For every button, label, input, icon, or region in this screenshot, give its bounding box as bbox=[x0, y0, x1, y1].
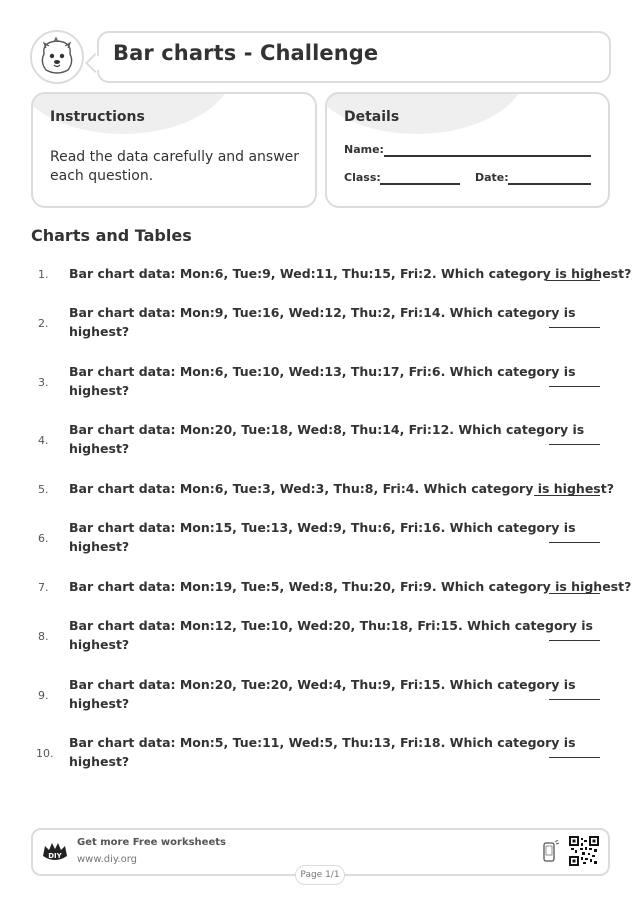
question-text-line1: Bar chart data: Mon:12, Tue:10, Wed:20, Thu:18, Fri:15. Which category is bbox=[69, 618, 593, 633]
instructions-text-line1: Read the data carefully and answer bbox=[50, 149, 300, 165]
date-field[interactable] bbox=[508, 183, 591, 185]
question-number: 8. bbox=[38, 630, 49, 643]
diy-logo-icon bbox=[41, 838, 69, 866]
instructions-text-line2: each question. bbox=[50, 168, 154, 184]
question-text-line1: Bar chart data: Mon:20, Tue:18, Wed:8, Thu:14, Fri:12. Which category is bbox=[69, 422, 585, 437]
footer-url[interactable]: www.diy.org bbox=[77, 854, 137, 865]
question-number: 3. bbox=[38, 376, 49, 389]
question-number: 10. bbox=[36, 747, 54, 760]
question-text-line2: highest? bbox=[69, 323, 130, 339]
diy-logo[interactable] bbox=[41, 838, 69, 866]
class-label: Class: bbox=[344, 171, 381, 184]
question-number: 9. bbox=[38, 689, 49, 702]
question-number: 2. bbox=[38, 317, 49, 330]
question-text-line1: Bar chart data: Mon:9, Tue:16, Wed:12, Thu:2, Fri:14. Which category is bbox=[69, 305, 576, 320]
question-number: 7. bbox=[38, 581, 49, 594]
answer-line[interactable] bbox=[549, 640, 600, 641]
question-number: 1. bbox=[38, 268, 49, 281]
question-text-line2: highest? bbox=[69, 636, 130, 652]
answer-line[interactable] bbox=[549, 542, 600, 543]
question-number: 6. bbox=[38, 532, 49, 545]
question-text-line1: Bar chart data: Mon:6, Tue:10, Wed:13, Thu:17, Fri:6. Which category is bbox=[69, 364, 576, 379]
question-text-line1: Bar chart data: Mon:5, Tue:11, Wed:5, Thu:13, Fri:18. Which category is bbox=[69, 735, 576, 750]
phone-icon bbox=[542, 840, 560, 868]
page-title: Bar charts - Challenge bbox=[113, 41, 379, 65]
name-field[interactable] bbox=[384, 155, 591, 157]
answer-line[interactable] bbox=[549, 386, 600, 387]
question-text-line2: highest? bbox=[69, 538, 130, 554]
date-label: Date: bbox=[475, 171, 509, 184]
answer-line[interactable] bbox=[546, 280, 600, 281]
question-text: Bar chart data: Mon:6, Tue:9, Wed:11, Thu:15, Fri:2. Which category is highest? bbox=[69, 266, 632, 281]
instructions-panel bbox=[31, 92, 317, 208]
question-number: 5. bbox=[38, 483, 49, 496]
answer-line[interactable] bbox=[549, 327, 600, 328]
question-text-line1: Bar chart data: Mon:15, Tue:13, Wed:9, Thu:6, Fri:16. Which category is bbox=[69, 520, 576, 535]
question-number: 4. bbox=[38, 434, 49, 447]
mascot-avatar bbox=[30, 30, 84, 84]
question-text: Bar chart data: Mon:6, Tue:3, Wed:3, Thu:8, Fri:4. Which category is highest? bbox=[69, 481, 614, 496]
svg-text:DIY: DIY bbox=[48, 852, 62, 860]
qr-code-icon[interactable] bbox=[569, 836, 599, 866]
question-text-line2: highest? bbox=[69, 695, 130, 711]
instructions-title: Instructions bbox=[50, 109, 145, 125]
question-text-line1: Bar chart data: Mon:20, Tue:20, Wed:4, Thu:9, Fri:15. Which category is bbox=[69, 677, 576, 692]
answer-line[interactable] bbox=[549, 593, 600, 594]
question-text-line2: highest? bbox=[69, 382, 130, 398]
answer-line[interactable] bbox=[549, 444, 600, 445]
question-text-line2: highest? bbox=[69, 753, 130, 769]
question-text-line2: highest? bbox=[69, 440, 130, 456]
answer-line[interactable] bbox=[549, 757, 600, 758]
details-title: Details bbox=[344, 109, 400, 125]
section-title: Charts and Tables bbox=[31, 226, 192, 245]
details-panel bbox=[325, 92, 610, 208]
bear-mascot-icon bbox=[32, 32, 82, 82]
page-indicator: Page 1/1 bbox=[295, 865, 345, 885]
question-text: Bar chart data: Mon:19, Tue:5, Wed:8, Thu:20, Fri:9. Which category is highest? bbox=[69, 579, 632, 594]
answer-line[interactable] bbox=[549, 699, 600, 700]
name-label: Name: bbox=[344, 143, 384, 156]
class-field[interactable] bbox=[380, 183, 460, 185]
footer-promo-text: Get more Free worksheets bbox=[77, 837, 226, 848]
answer-line[interactable] bbox=[534, 495, 600, 496]
